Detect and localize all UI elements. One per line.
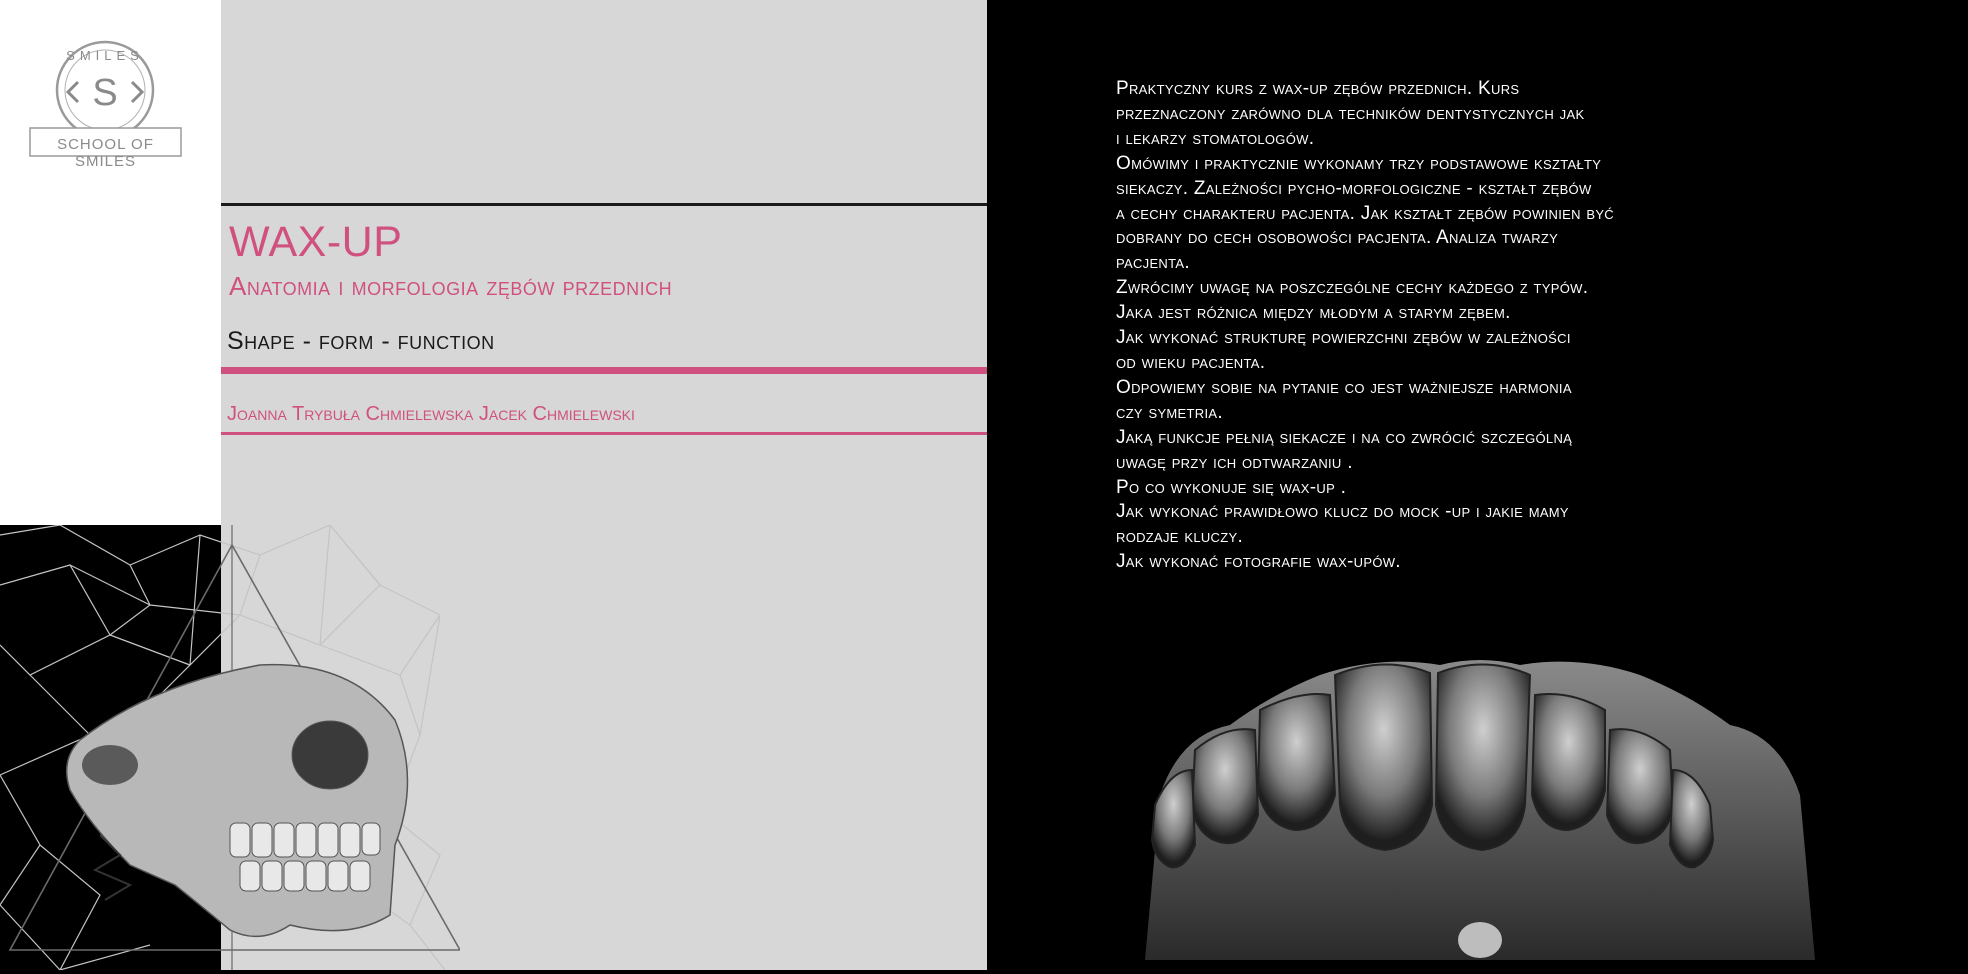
description-line: dobrany do cech osobowości pacjenta. Analiza twarzy bbox=[1116, 227, 1559, 249]
description-line: Jaką funkcje pełnią siekacze i na co zwrócić szczególną bbox=[1116, 426, 1573, 448]
description-line: i lekarzy stomatologów. bbox=[1116, 127, 1315, 149]
description-line: pacjenta. bbox=[1116, 252, 1190, 274]
skull-wireframe-icon bbox=[0, 525, 460, 970]
logo-top-text: SMILES bbox=[66, 48, 144, 63]
description-line: Jaka jest różnica między młodym a starym zębem. bbox=[1116, 302, 1511, 324]
description-line: przeznaczony zarówno dla techników dentystycznych jak bbox=[1116, 102, 1585, 124]
description-line: Po co wykonuje się wax-up . bbox=[1116, 476, 1347, 498]
description-line: od wieku pacjenta. bbox=[1116, 351, 1266, 373]
description-line: Omówimy i praktycznie wykonamy trzy podstawowe kształty bbox=[1116, 152, 1602, 174]
description-line: Zwrócimy uwagę na poszczególne cechy każdego z typów. bbox=[1116, 277, 1589, 299]
authors: Joanna Trybuła Chmielewska Jacek Chmielewski bbox=[227, 403, 635, 425]
description-line: Jak wykonać fotografie wax-upów. bbox=[1116, 551, 1401, 573]
course-description bbox=[1116, 77, 1916, 575]
divider-pink-thin bbox=[221, 432, 987, 435]
page-title: WAX-UP bbox=[229, 218, 403, 266]
description-line: Praktyczny kurs z wax-up zębów przednich. Kurs bbox=[1116, 78, 1520, 99]
description-line: rodzaje kluczy. bbox=[1116, 526, 1244, 548]
wax-up-teeth-icon bbox=[1140, 655, 1820, 970]
divider-black bbox=[221, 203, 987, 206]
description-line: Jak wykonać prawidłowo klucz do mock -up i jakie mamy bbox=[1116, 501, 1569, 523]
divider-pink-thick bbox=[221, 367, 987, 374]
description-line: a cechy charakteru pacjenta. Jak kształt zębów powinien być bbox=[1116, 202, 1614, 224]
school-of-smiles-logo bbox=[28, 30, 183, 170]
logo-monogram: S bbox=[92, 72, 118, 114]
description-line: Odpowiemy sobie na pytanie co jest ważniejsze harmonia bbox=[1116, 376, 1572, 398]
description-line: Jak wykonać strukturę powierzchni zębów w zależności bbox=[1116, 327, 1571, 349]
description-line: uwagę przy ich odtwarzaniu . bbox=[1116, 451, 1353, 473]
description-line: czy symetria. bbox=[1116, 401, 1223, 423]
tagline: Shape - form - function bbox=[227, 327, 495, 355]
logo-name: SCHOOL OF SMILES bbox=[57, 136, 154, 170]
page-subtitle: Anatomia i morfologia zębów przednich bbox=[229, 271, 673, 301]
description-line: siekaczy. Zależności pycho-morfologiczne - kształt zębów bbox=[1116, 177, 1592, 199]
skull-illustration bbox=[0, 525, 460, 970]
teeth-photo bbox=[1140, 655, 1820, 970]
